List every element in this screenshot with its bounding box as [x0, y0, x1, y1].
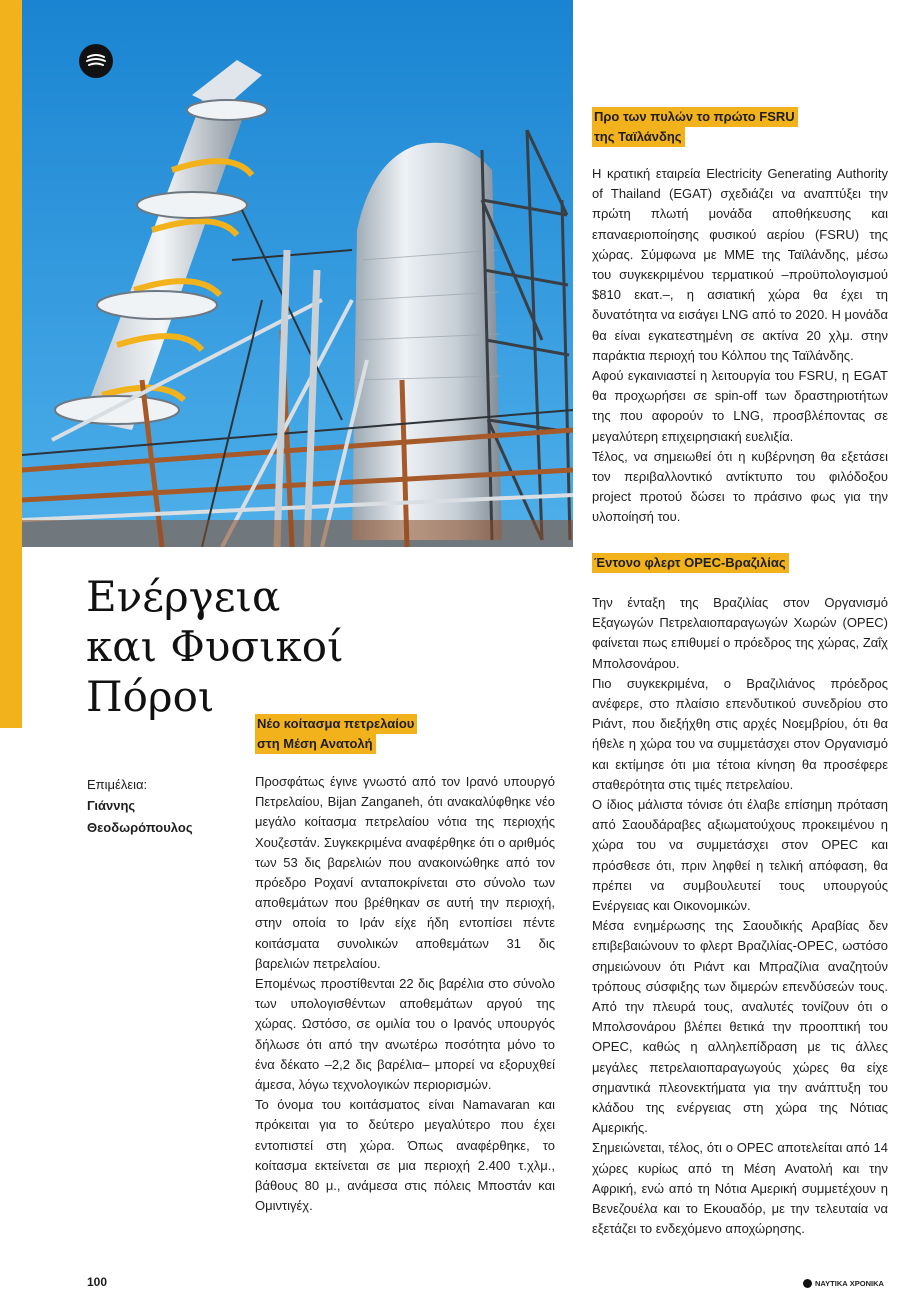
article-heading-line: Προ των πυλών το πρώτο FSRU [592, 107, 798, 127]
article-heading [592, 553, 888, 573]
article-heading-line: Νέο κοίτασμα πετρελαίου [255, 714, 417, 734]
editor-name-line: Θεοδωρόπουλος [87, 820, 193, 835]
article-iran [255, 714, 555, 754]
publication-name: ΝΑΥΤΙΚΑ ΧΡΟΝΙΚΑ [815, 1278, 884, 1288]
editor-credit [87, 775, 257, 839]
article-paragraph: Την ένταξη της Βραζιλίας στον Οργανισμό Εξαγωγών Πετρελαιοπαραγωγών Χωρών (OPEC) φαίνεται πως επιθυμεί ο πρόεδρος της χώρας, Ζαΐχ Μπολσονάρου. [592, 595, 888, 671]
hero-refinery-photo [22, 0, 573, 547]
article-paragraph: Τέλος, να σημειωθεί ότι η κυβέρνηση θα εξετάσει τον περιβαλλοντικό αντίκτυπο του φιλόδοξου project προτού δώσει το πράσινο φως για την υλοποίησή του. [592, 448, 888, 525]
article-heading [255, 714, 555, 754]
article-paragraph: Η κρατική εταιρεία Electricity Generating Authority of Thailand (EGAT) σχεδιάζει να αναπτύξει την πρώτη πλωτή μονάδα αποθήκευσης και επαναεριοποίησης φυσικού αερίου (FSRU) της χώρας. Σύμφωνα με ΜΜΕ της Ταϊλάνδης, μέσω του συγκεκριμένου τερματικού –προϋπολογισμού $810 εκατ.–, η ασιατική χώρα θα έχει τη δυνατότητα να εισάγει LNG από το 2020. Η μονάδα θα είναι εγκατεστημένη σε ακτίνα 20 χλμ. στην παράκτια περιοχή του Κόλπου της Ταϊλάνδης. [592, 166, 888, 363]
section-title-line: Πόροι [86, 672, 215, 721]
article-heading-line: στη Μέση Ανατολή [255, 734, 376, 754]
article-body [255, 772, 555, 1216]
article-heading-line: της Ταϊλάνδης [592, 127, 685, 147]
article-paragraph: Πιο συγκεκριμένα, ο Βραζιλιάνος πρόεδρος ανέφερε, στο πλαίσιο επενδυτικού συνεδρίου στο Ριάντ, που διεξήχθη στις αρχές Νοεμβρίου, ότι θα ήθελε η χώρα του να συμμετάσχει στον Οργανισμό και εκτίμησε ότι μια τέτοια κίνηση θα προσέφερε σταθερότητα στις τιμές πετρελαίου. [592, 675, 888, 792]
section-title-line: και Φυσικοί [86, 622, 344, 671]
article-paragraph: Το όνομα του κοιτάσματος είναι Namavaran και πρόκειται για το δεύτερο μεγαλύτερο που έχει εντοπιστεί στη χώρα. Όπως αναφέρθηκε, το κοίτασμα εκτείνεται σε μια περιοχή 2.400 τ.χλμ., βάθους 80 μ., ανάμεσα στις πόλεις Μποστάν και Ομιντιγέχ. [255, 1097, 555, 1214]
editor-label: Επιμέλεια: [87, 777, 148, 792]
publication-logo-icon [79, 44, 113, 78]
editor-name [87, 795, 257, 839]
article-body [592, 593, 888, 1240]
article-heading-line: Έντονο φλερτ OPEC-Βραζιλίας [592, 553, 789, 573]
article-fsru [592, 107, 888, 147]
article-opec [592, 553, 888, 573]
article-paragraph: Αφού εγκαινιαστεί η λειτουργία του FSRU, η EGAT θα προχωρήσει σε spin-off των δραστηριοτήτων της που αφορούν το LNG, προσβλέποντας σε μεγαλύτερη επιχειρησιακή ευελιξία. [592, 368, 888, 444]
page-number: 100 [87, 1275, 108, 1289]
article-heading [592, 107, 888, 147]
accent-sidebar-bar [0, 0, 22, 728]
article-paragraph: Επομένως προστίθενται 22 δις βαρέλια στο σύνολο των υπολογισθέντων αποθεμάτων αργού της χώρας. Ωστόσο, σε ομιλία του ο Ιρανός υπουργός δήλωσε ότι από την ανωτέρω ποσότητα μόνο το ένα δέκατο –2,2 δις βαρέλια– μπορεί να εξορυχθεί άμεσα, λόγω τεχνολογικών περιορισμών. [255, 976, 555, 1093]
article-paragraph: Ο ίδιος μάλιστα τόνισε ότι έλαβε επίσημη πρόταση από Σαουδάραβες αξιωματούχους προκειμένου η χώρα του να συμμετάσχει στον OPEC και πρόσθεσε ότι, πριν ληφθεί η τελική απόφαση, θα πρέπει να συμβουλευτεί τους υπουργούς Ενέργειας και Οικονομικών. [592, 797, 888, 914]
footer-brand [803, 1276, 884, 1290]
editor-name-line: Γιάννης [87, 798, 136, 813]
article-paragraph: Σημειώνεται, τέλος, ότι ο OPEC αποτελείται από 14 χώρες κυρίως από τη Μέση Ανατολή και την Αφρική, ενώ από τη Νότια Αμερική συμμετέχουν η Βενεζουέλα και το Εκουαδόρ, με την τελευταία να εξετάζει το ενδεχόμενο αποχώρησης. [592, 1140, 888, 1237]
publication-mini-logo-icon [803, 1279, 812, 1288]
article-paragraph: Μέσα ενημέρωσης της Σαουδικής Αραβίας δεν επιβεβαιώνουν το φλερτ Βραζιλίας-OPEC, ωστόσο σημειώνουν ότι Ριάντ και Μπραζίλια αναζητούν τρόπους σύσφιξης των διμερών επενδύσεών τους. Από την πλευρά τους, αναλυτές τονίζουν ότι ο Μπολσονάρου βλέπει θετικά την προοπτική του OPEC, καθώς η αλληλεπίδραση με τις άλλες μεγάλες πετρελαιοπαραγωγούς χώρες θα είχε σημαντικά πλεονεκτήματα για την ανάπτυξη του κλάδου της ενέργειας στη χώρα της Νότιας Αμερικής. [592, 918, 888, 1136]
section-title-line: Ενέργεια [86, 572, 281, 621]
article-body [592, 164, 888, 528]
article-paragraph: Προσφάτως έγινε γνωστό από τον Ιρανό υπουργό Πετρελαίου, Bijan Zanganeh, ότι ανακαλύφθηκε νέο μεγάλο κοίτασμα πετρελαίου νότια της περιοχής Χουζεστάν. Συγκεκριμένα αναφέρθηκε ότι ο αριθμός των 53 δις βαρελιών που ανακοινώθηκε από τον πρόεδρο Ροχανί ανταποκρίνεται στο σύνολο των αποθεμάτων που βρέθηκαν σε αυτή την περιοχή, στην οποία το Ιράν είχε ήδη εντοπίσει πέντε κοιτάσματα συνολικών αποθεμάτων 31 δις βαρελιών πετρελαίου. [255, 774, 555, 971]
section-title [86, 572, 356, 722]
